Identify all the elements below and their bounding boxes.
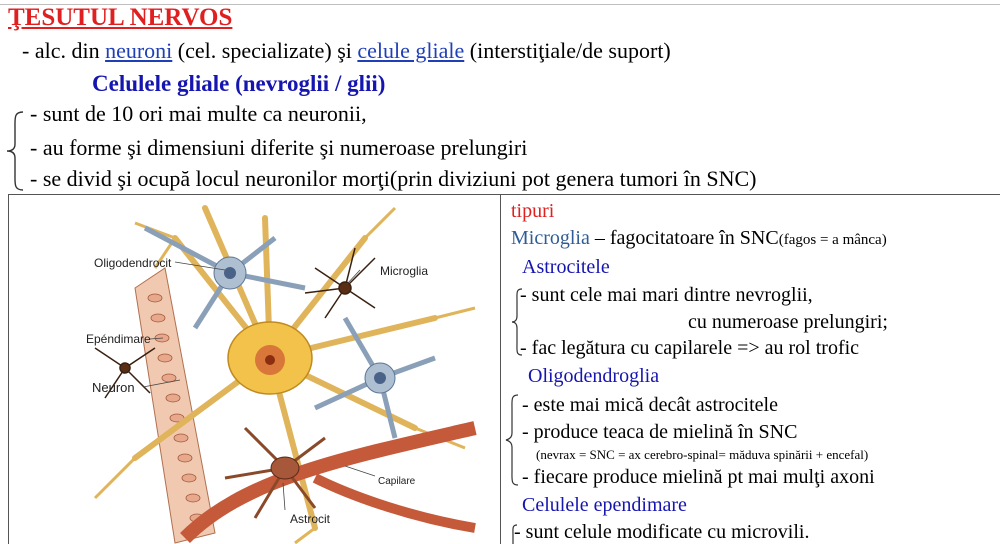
oligo-line-2: - produce teaca de mielină în SNC xyxy=(522,421,798,443)
microglia-name: Microglia xyxy=(511,227,590,249)
label-ependimare: Epéndimare xyxy=(86,332,151,346)
label-neuron: Neuron xyxy=(92,380,135,395)
intro-dash: - alc. din xyxy=(22,38,106,63)
section-subtitle: Celulele gliale (nevroglii / glii) xyxy=(92,71,386,96)
astrocite-title: Astrocitele xyxy=(522,256,610,278)
oligo-note: (nevrax = SNC = ax cerebro-spinal= măduva spinării + encefal) xyxy=(536,447,869,462)
page-title: ŢESUTUL NERVOS xyxy=(8,4,233,31)
astro-line-3: - fac legătura cu capilarele => au rol trofic xyxy=(520,337,860,359)
astro-line-1: - sunt cele mai mari dintre nevroglii, xyxy=(520,284,813,306)
oligo-brace-icon xyxy=(504,393,520,487)
intro-line xyxy=(22,38,671,64)
bullet-2: - au forme şi dimensiuni diferite şi numeroase prelungiri xyxy=(30,135,528,160)
microglia-note: (fagos = a mânca) xyxy=(778,232,887,248)
label-capilare: Capilare xyxy=(378,476,416,487)
astro-line-2: cu numeroase prelungiri; xyxy=(688,311,888,333)
intro-end: (interstiţiale/de suport) xyxy=(464,38,671,63)
tipuri-heading: tipuri xyxy=(511,200,555,222)
bullet-3: - se divid şi ocupă locul neuronilor morţi(prin diviziuni pot genera tumori în SNC) xyxy=(30,166,757,191)
epend-line-1: - sunt celule modificate cu microvili. xyxy=(514,521,810,543)
oligodendroglia-title: Oligodendroglia xyxy=(528,365,660,387)
oligodendrocyte-cell-2 xyxy=(315,318,435,438)
intro-mid: (cel. specializate) şi xyxy=(172,38,358,63)
label-microglia: Microglia xyxy=(380,264,429,278)
microglia-line xyxy=(511,227,887,250)
frame-top-line xyxy=(8,194,1000,195)
left-brace-icon xyxy=(4,110,26,192)
frame-left-line xyxy=(8,194,9,544)
glial-cells-illustration xyxy=(15,198,495,544)
label-astrocit: Astrocit xyxy=(290,512,331,526)
neuroni-link[interactable]: neuroni xyxy=(105,38,173,63)
bullet-1: - sunt de 10 ori mai multe ca neuronii, xyxy=(30,101,367,126)
ependimare-title: Celulele ependimare xyxy=(522,494,687,516)
oligo-line-1: - este mai mică decât astrocitele xyxy=(522,394,778,416)
label-oligodendrocit: Oligodendrocit xyxy=(94,256,172,270)
frame-divider-line xyxy=(500,194,501,544)
microglia-cell xyxy=(305,248,375,318)
celule-gliale-link[interactable]: celule gliale xyxy=(357,38,465,63)
microglia-text: – fagocitatoare în SNC xyxy=(589,227,779,249)
oligo-line-3: - fiecare produce mielină pt mai mulţi axoni xyxy=(522,466,875,488)
